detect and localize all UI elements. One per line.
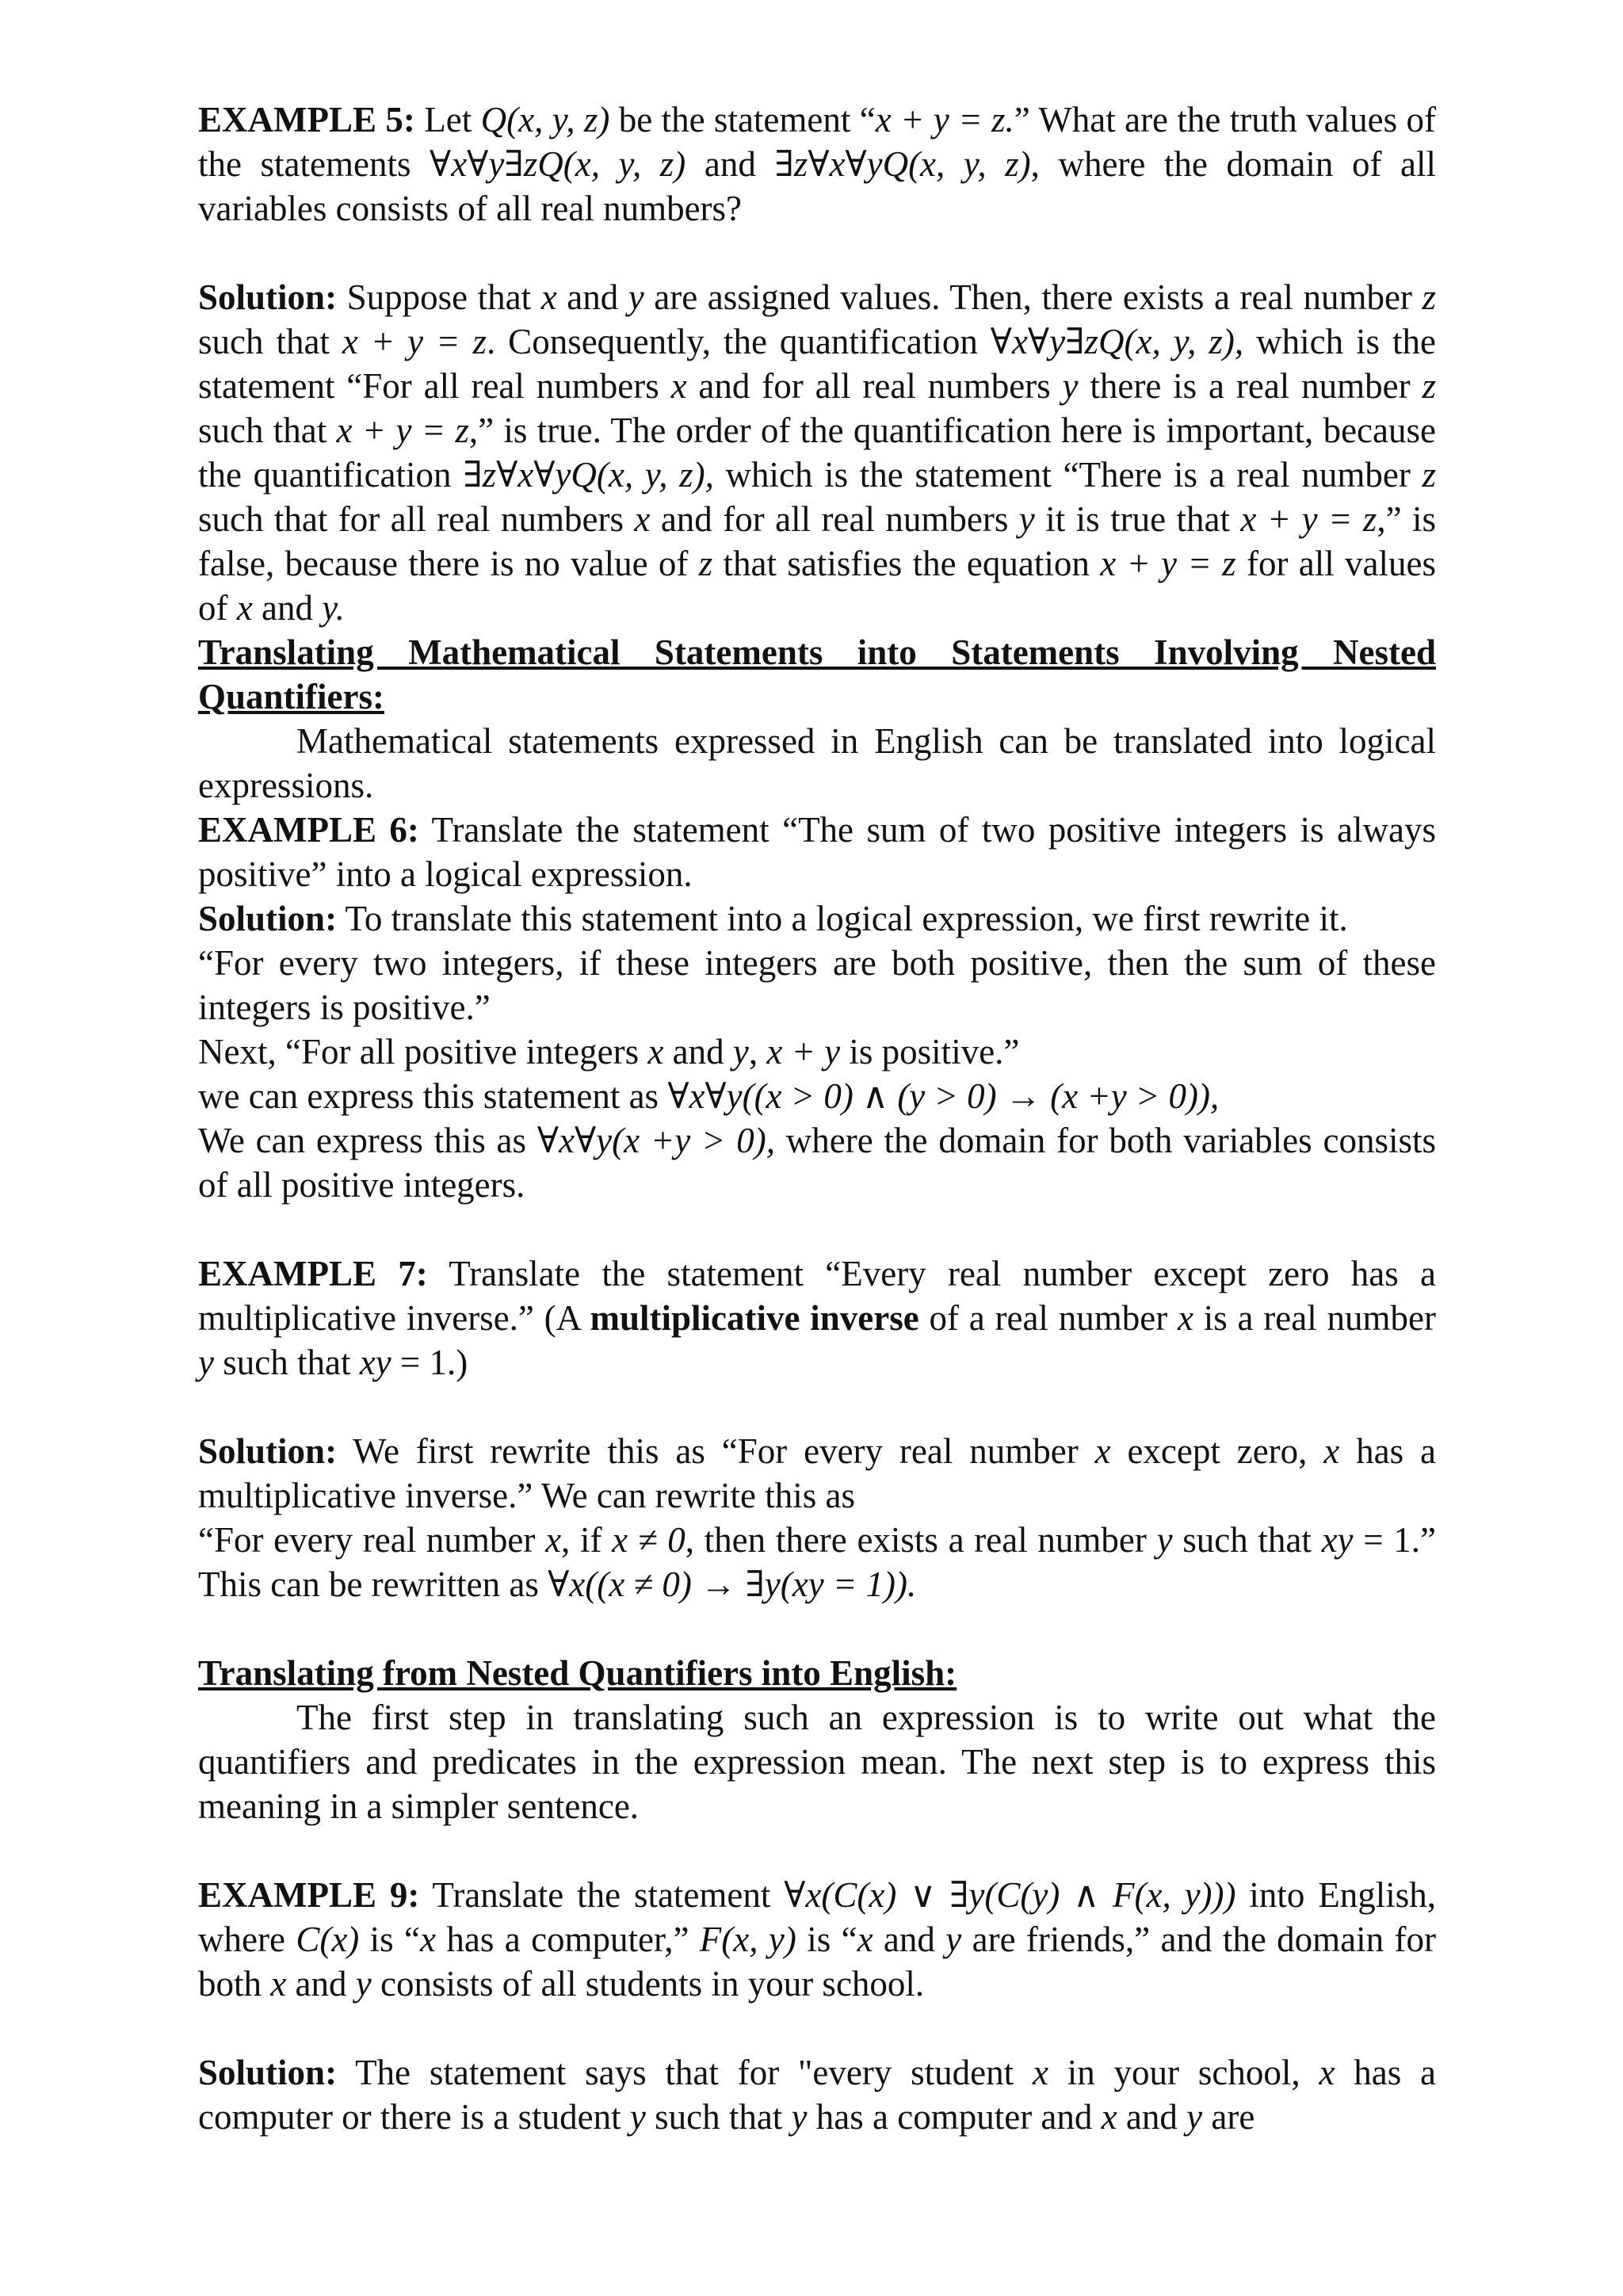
text: Suppose that: [337, 277, 541, 317]
math: x: [1319, 2053, 1335, 2092]
spacer: [198, 2006, 1436, 2050]
text: “For every real number: [198, 1520, 546, 1560]
math: y: [198, 1343, 214, 1382]
text: and: [685, 144, 775, 184]
math: xy: [359, 1343, 391, 1382]
text: is a real number: [1193, 1298, 1436, 1338]
math: y: [945, 1920, 962, 1959]
math: z: [1422, 366, 1436, 406]
spacer: [198, 1385, 1436, 1429]
text: and: [663, 1032, 733, 1072]
math: z: [1422, 455, 1436, 495]
text: such that: [213, 1343, 360, 1382]
text: Translate the statement: [419, 1875, 785, 1915]
solution-label: Solution:: [198, 277, 338, 317]
text: has a multiplicative inverse.” We can rewrite this as: [198, 1431, 1436, 1515]
math: x: [1323, 1431, 1340, 1471]
example-6-label: EXAMPLE 6:: [198, 810, 419, 850]
text: which is the statement “For all real numbers: [198, 322, 1436, 406]
text: and: [1117, 2097, 1187, 2137]
solution-7-paragraph: [198, 1429, 1436, 1518]
text: and: [873, 1920, 946, 1959]
text: is “: [359, 1920, 421, 1959]
text: and: [252, 588, 323, 628]
text: such that: [198, 322, 342, 361]
math: x: [1101, 2097, 1117, 2137]
text: ,” is false, because there is no value of: [198, 499, 1436, 583]
math: Q(x, y, z): [480, 100, 610, 139]
solution-label: Solution:: [198, 1431, 338, 1471]
text: and for all real numbers: [686, 366, 1063, 406]
math: x + y: [766, 1032, 841, 1072]
text: such that: [198, 411, 337, 450]
math: y: [791, 2097, 808, 2137]
example-9-label: EXAMPLE 9:: [198, 1875, 420, 1915]
spacer: [198, 1606, 1436, 1651]
example-5-paragraph: [198, 97, 1436, 231]
math: y: [1018, 499, 1035, 539]
text: Next, “For all positive integers: [198, 1032, 648, 1072]
math: y.: [322, 588, 345, 628]
text: there is a real number: [1078, 366, 1423, 406]
math: x: [1177, 1298, 1193, 1338]
math: x: [857, 1920, 873, 1959]
text: into English, where: [198, 1875, 1436, 1959]
text: Translate the statement “The sum of two positive integers is always positive” into a logical expression.: [198, 810, 1436, 894]
section-heading-nested-into-english: Translating from Nested Quantifiers into English:: [198, 1653, 957, 1693]
math: x + y = z: [342, 322, 487, 361]
math: x: [236, 588, 253, 628]
text: such that: [1172, 1520, 1322, 1560]
text: , then there exists a real number: [685, 1520, 1157, 1560]
intro-paragraph: Mathematical statements expressed in English can be translated into logical expressions.: [198, 721, 1436, 805]
math: x + y = z: [1100, 544, 1236, 583]
text: it is true that: [1034, 499, 1241, 539]
text: are: [1202, 2097, 1255, 2137]
text: = 1.): [391, 1343, 468, 1382]
text: Let: [414, 100, 481, 139]
text: ,: [748, 1032, 767, 1072]
text: has a computer or there is a student: [198, 2053, 1436, 2137]
math: x + y = z: [336, 411, 469, 450]
math: x: [545, 1520, 562, 1560]
text: has a computer,”: [436, 1920, 700, 1959]
solution-6-paragraph: [198, 896, 1436, 941]
math: F(x, y): [699, 1920, 796, 1959]
formula: ∀x((x ≠ 0) → ∃y(xy = 1)).: [548, 1564, 917, 1604]
text: . Consequently, the quantification: [486, 322, 991, 361]
text: such that for all real numbers: [198, 499, 635, 539]
intro-paragraph-2: The first step in translating such an expression is to write out what the quantifiers and predicates in the expression mean. The next step is to express this meaning in a simpler sentence.: [198, 1698, 1436, 1826]
bold-term: multiplicative inverse: [590, 1298, 919, 1338]
text: for all values of: [198, 544, 1436, 628]
text: , if: [561, 1520, 613, 1560]
text: and: [556, 277, 628, 317]
text: of a real number: [918, 1298, 1178, 1338]
text: = 1.” This can be rewritten as: [198, 1520, 1437, 1604]
example-5-label: EXAMPLE 5:: [198, 100, 415, 139]
text: in your school,: [1048, 2053, 1319, 2092]
text: To translate this statement into a logical expression, we first rewrite it.: [337, 899, 1348, 938]
text: and for all real numbers: [650, 499, 1019, 539]
solution-label: Solution:: [198, 2053, 338, 2092]
math: y: [1186, 2097, 1203, 2137]
formula: ∀x∀y∃zQ(x, y, z): [430, 144, 686, 184]
spacer: [198, 1207, 1436, 1251]
solution-label: Solution:: [198, 899, 338, 938]
text: ” What are the truth values of the statements: [198, 100, 1436, 184]
solution-7-rewrite: [198, 1518, 1436, 1606]
math: x: [1032, 2053, 1048, 2092]
solution-6-quote: “For every two integers, if these integers are both positive, then the sum of these integers is positive.”: [198, 943, 1436, 1027]
formula: ∀x∀y(x +y > 0),: [537, 1121, 775, 1160]
text: we can express this statement as: [198, 1076, 668, 1116]
text: consists of all students in your school.: [371, 1964, 925, 2004]
math: x + y = z: [1240, 499, 1377, 539]
text: are assigned values. Then, there exists a real number: [643, 277, 1423, 317]
text: The statement says that for "every student: [337, 2053, 1033, 2092]
example-6-paragraph: [198, 808, 1436, 896]
text: be the statement “: [609, 100, 876, 139]
example-7-paragraph: [198, 1251, 1436, 1385]
math: x: [670, 366, 687, 406]
text: where the domain for both variables consists of all positive integers.: [198, 1121, 1436, 1205]
math: z: [698, 544, 713, 583]
math: y: [355, 1964, 372, 2004]
solution-6-next: [198, 1030, 1436, 1074]
text: is positive.”: [840, 1032, 1020, 1072]
example-9-paragraph: [198, 1873, 1436, 2006]
text: We first rewrite this as “For every real number: [337, 1431, 1095, 1471]
math: x: [1094, 1431, 1111, 1471]
formula: ∃z∀x∀yQ(x, y, z),: [463, 455, 714, 495]
math: z: [1422, 277, 1436, 317]
math: y: [732, 1032, 749, 1072]
math: y: [628, 277, 644, 317]
formula: ∀x∀y((x > 0) ∧ (y > 0) → (x +y > 0)),: [667, 1076, 1220, 1116]
section-heading-translating-statements: Translating Mathematical Statements into Statements Involving Nested Quantifiers:: [198, 632, 1436, 716]
formula: ∀x∀y∃zQ(x, y, z),: [990, 322, 1244, 361]
math: x + y = z.: [875, 100, 1014, 139]
text: Translate the statement “Every real number except zero has a multiplicative inverse.” (A: [198, 1254, 1436, 1338]
solution-5-paragraph: [198, 275, 1436, 630]
math: C(x): [296, 1920, 360, 1959]
math: y: [1062, 366, 1079, 406]
text: that satisfies the equation: [712, 544, 1101, 583]
math: x: [540, 277, 557, 317]
text: We can express this as: [198, 1121, 537, 1160]
text: are friends,” and the domain for both: [198, 1920, 1436, 2004]
math: x: [420, 1920, 436, 1959]
solution-6-express-2: [198, 1118, 1436, 1207]
solution-6-express-1: [198, 1074, 1436, 1118]
text: and: [286, 1964, 356, 2004]
text: except zero,: [1110, 1431, 1324, 1471]
math: y: [1156, 1520, 1173, 1560]
math: y: [629, 2097, 646, 2137]
math: x ≠ 0: [612, 1520, 685, 1560]
spacer: [198, 1828, 1436, 1873]
text: has a computer and: [807, 2097, 1102, 2137]
solution-9-paragraph: [198, 2050, 1436, 2139]
example-7-label: EXAMPLE 7:: [198, 1254, 428, 1293]
formula: ∃z∀x∀yQ(x, y, z): [774, 144, 1031, 184]
text: which is the statement “There is a real number: [713, 455, 1423, 495]
text: ,” is true. The order of the quantification here is important, because the quantification: [198, 411, 1436, 495]
math: x: [647, 1032, 664, 1072]
spacer: [198, 231, 1436, 275]
math: xy: [1321, 1520, 1354, 1560]
math: x: [270, 1964, 287, 2004]
formula: ∀x(C(x) ∨ ∃y(C(y) ∧ F(x, y))): [784, 1875, 1236, 1915]
math: x: [634, 499, 651, 539]
text: is “: [796, 1920, 857, 1959]
text: such that: [645, 2097, 792, 2137]
page-content: [198, 97, 1436, 2139]
text: , where the domain of all variables consists of all real numbers?: [198, 144, 1437, 228]
